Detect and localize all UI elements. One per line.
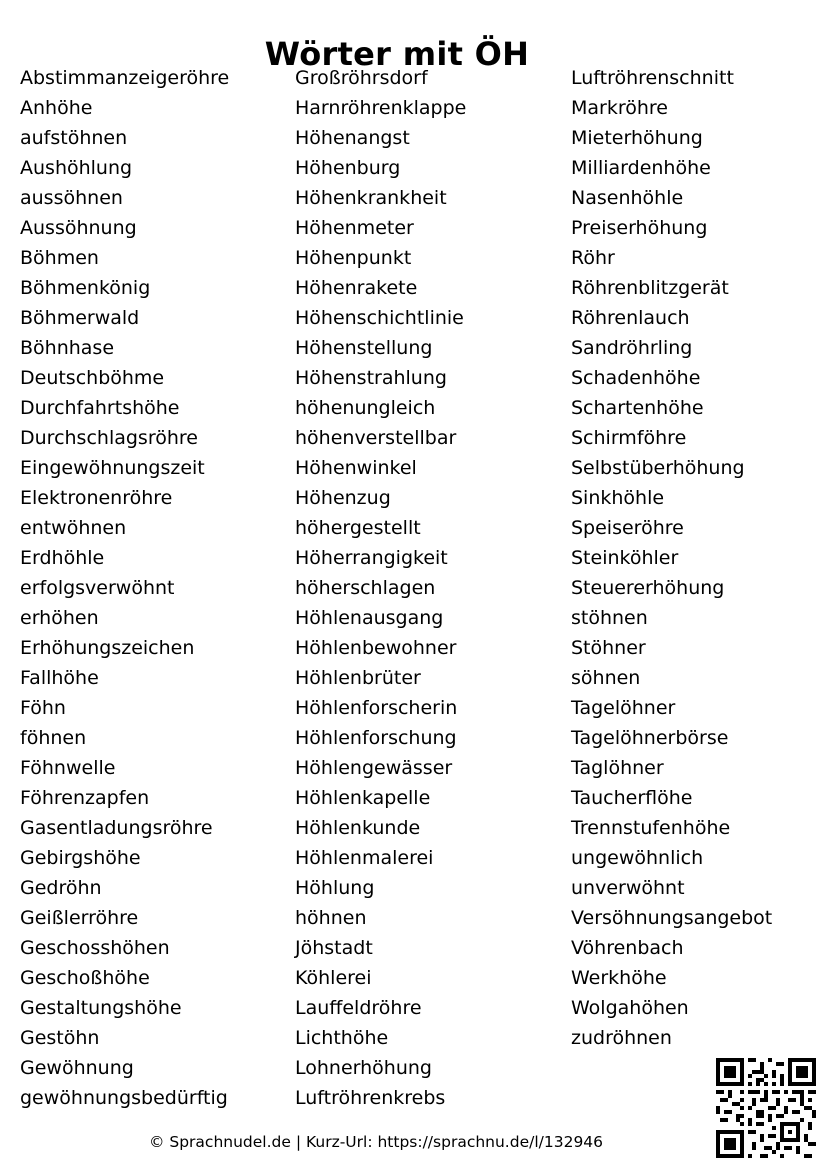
word-item: Werkhöhe bbox=[571, 967, 667, 989]
word-item: Geschoßhöhe bbox=[20, 967, 150, 989]
word-item: entwöhnen bbox=[20, 517, 127, 539]
word-item: Wolgahöhen bbox=[571, 997, 689, 1019]
word-column-3 bbox=[571, 63, 772, 1053]
word-item: gewöhnungsbedürftig bbox=[20, 1087, 228, 1109]
word-item: Durchfahrtshöhe bbox=[20, 397, 180, 419]
word-item: Milliardenhöhe bbox=[571, 157, 711, 179]
word-item: ungewöhnlich bbox=[571, 847, 704, 869]
word-item: Sandröhrling bbox=[571, 337, 693, 359]
word-item: Köhlerei bbox=[295, 967, 372, 989]
word-item: Schadenhöhe bbox=[571, 367, 701, 389]
word-item: erfolgsverwöhnt bbox=[20, 577, 175, 599]
word-item: Höhenstrahlung bbox=[295, 367, 447, 389]
word-item: Lichthöhe bbox=[295, 1027, 389, 1049]
word-item: Höhenangst bbox=[295, 127, 410, 149]
word-item: Steuererhöhung bbox=[571, 577, 725, 599]
word-item: Höhlenforschung bbox=[295, 727, 457, 749]
word-item: Schirmföhre bbox=[571, 427, 687, 449]
word-item: Tagelöhnerbörse bbox=[571, 727, 729, 749]
word-item: Höhlenkapelle bbox=[295, 787, 431, 809]
word-item: Höhenburg bbox=[295, 157, 401, 179]
word-item: Gewöhnung bbox=[20, 1057, 134, 1079]
word-item: zudröhnen bbox=[571, 1027, 672, 1049]
word-item: Erhöhungszeichen bbox=[20, 637, 195, 659]
word-item: Taglöhner bbox=[571, 757, 664, 779]
word-item: Trennstufenhöhe bbox=[571, 817, 731, 839]
word-item: Elektronenröhre bbox=[20, 487, 173, 509]
word-item: Höhlenbrüter bbox=[295, 667, 421, 689]
word-item: Versöhnungsangebot bbox=[571, 907, 773, 929]
word-item: Selbstüberhöhung bbox=[571, 457, 745, 479]
word-item: Höhlung bbox=[295, 877, 375, 899]
word-item: föhnen bbox=[20, 727, 87, 749]
word-column-1 bbox=[20, 63, 229, 1113]
word-item: Anhöhe bbox=[20, 97, 93, 119]
word-item: Durchschlagsröhre bbox=[20, 427, 198, 449]
word-item: Nasenhöhle bbox=[571, 187, 684, 209]
page-title: Wörter mit ÖH bbox=[264, 35, 530, 74]
word-item: Gedröhn bbox=[20, 877, 102, 899]
word-item: Aushöhlung bbox=[20, 157, 133, 179]
word-item: Höhenwinkel bbox=[295, 457, 417, 479]
word-item: Harnröhrenklappe bbox=[295, 97, 467, 119]
word-item: Speiseröhre bbox=[571, 517, 684, 539]
word-item: Höhlenmalerei bbox=[295, 847, 434, 869]
word-item: Höhenmeter bbox=[295, 217, 414, 239]
word-item: Jöhstadt bbox=[295, 937, 373, 959]
word-item: Schartenhöhe bbox=[571, 397, 704, 419]
word-item: Böhmenkönig bbox=[20, 277, 151, 299]
word-item: Tagelöhner bbox=[571, 697, 676, 719]
word-item: Gasentladungsröhre bbox=[20, 817, 213, 839]
word-item: Böhmerwald bbox=[20, 307, 140, 329]
word-item: höherschlagen bbox=[295, 577, 436, 599]
word-item: Mieterhöhung bbox=[571, 127, 703, 149]
word-item: Gebirgshöhe bbox=[20, 847, 141, 869]
word-item: Höhenschichtlinie bbox=[295, 307, 464, 329]
word-item: Höhlenforscherin bbox=[295, 697, 458, 719]
word-item: aussöhnen bbox=[20, 187, 123, 209]
word-item: Röhr bbox=[571, 247, 615, 269]
word-item: Höhlengewässer bbox=[295, 757, 453, 779]
word-item: erhöhen bbox=[20, 607, 99, 629]
word-item: Vöhrenbach bbox=[571, 937, 684, 959]
word-item: Höhenstellung bbox=[295, 337, 433, 359]
word-item: aufstöhnen bbox=[20, 127, 128, 149]
word-item: Höhlenausgang bbox=[295, 607, 444, 629]
word-item: Gestaltungshöhe bbox=[20, 997, 182, 1019]
word-item: Höhlenbewohner bbox=[295, 637, 457, 659]
word-item: unverwöhnt bbox=[571, 877, 685, 899]
word-column-2 bbox=[295, 63, 466, 1113]
word-item: Gestöhn bbox=[20, 1027, 100, 1049]
word-item: Großröhrsdorf bbox=[295, 67, 428, 89]
word-item: Röhrenlauch bbox=[571, 307, 690, 329]
word-item: Luftröhrenkrebs bbox=[295, 1087, 446, 1109]
word-item: Röhrenblitzgerät bbox=[571, 277, 729, 299]
word-item: Deutschböhme bbox=[20, 367, 165, 389]
word-item: Böhnhase bbox=[20, 337, 115, 359]
word-item: Höhenkrankheit bbox=[295, 187, 447, 209]
word-item: Geschosshöhen bbox=[20, 937, 170, 959]
word-item: Lohnerhöhung bbox=[295, 1057, 432, 1079]
word-item: Böhmen bbox=[20, 247, 99, 269]
word-item: Höhenrakete bbox=[295, 277, 418, 299]
word-item: Erdhöhle bbox=[20, 547, 105, 569]
word-item: stöhnen bbox=[571, 607, 648, 629]
word-item: söhnen bbox=[571, 667, 641, 689]
word-item: Eingewöhnungszeit bbox=[20, 457, 205, 479]
word-item: Föhn bbox=[20, 697, 66, 719]
word-item: Luftröhrenschnitt bbox=[571, 67, 734, 89]
word-item: Föhrenzapfen bbox=[20, 787, 150, 809]
footer-credit: © Sprachnudel.de | Kurz-Url: https://sprachnu.de/l/132946 bbox=[148, 1133, 604, 1151]
word-item: höhenungleich bbox=[295, 397, 436, 419]
word-item: Markröhre bbox=[571, 97, 668, 119]
word-item: Steinköhler bbox=[571, 547, 679, 569]
word-item: höhnen bbox=[295, 907, 367, 929]
word-item: Lauffeldröhre bbox=[295, 997, 422, 1019]
word-item: Höhenzug bbox=[295, 487, 391, 509]
word-item: Höhenpunkt bbox=[295, 247, 412, 269]
word-item: Abstimmanzeigeröhre bbox=[20, 67, 230, 89]
word-item: Taucherflöhe bbox=[571, 787, 693, 809]
word-item: höhergestellt bbox=[295, 517, 421, 539]
word-item: Aussöhnung bbox=[20, 217, 137, 239]
word-item: Stöhner bbox=[571, 637, 646, 659]
word-item: Sinkhöhle bbox=[571, 487, 665, 509]
word-item: Föhnwelle bbox=[20, 757, 116, 779]
word-item: Preiserhöhung bbox=[571, 217, 708, 239]
word-item: Höherrangigkeit bbox=[295, 547, 448, 569]
word-item: Fallhöhe bbox=[20, 667, 99, 689]
word-item: höhenverstellbar bbox=[295, 427, 457, 449]
word-item: Geißlerröhre bbox=[20, 907, 139, 929]
word-item: Höhlenkunde bbox=[295, 817, 421, 839]
